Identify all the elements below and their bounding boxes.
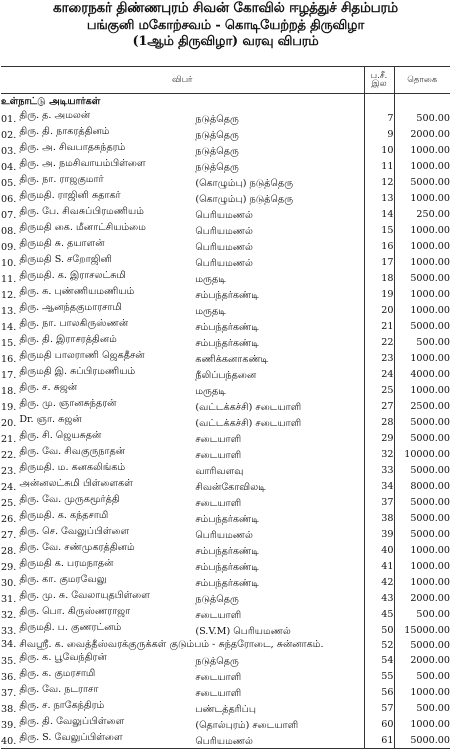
donor-name: திருமதி கை. மீனாட்சியம்மை	[19, 222, 146, 233]
table-row	[1, 558, 450, 574]
donor-street: நடுத்தெரு	[195, 594, 239, 605]
amount: 5000.00	[410, 272, 450, 284]
amount: 1000.00	[410, 544, 450, 556]
amount: 5000.00	[410, 464, 450, 476]
donor-name: சிவஸ்ரீ. க. வைத்தீஸ்வரக்குருக்கள் குடும்பம் - சுந்தரோடை, சுன்னாகம்.	[19, 639, 324, 651]
donor-cell	[1, 478, 364, 494]
donor-name: திரு. மு. சு. வேலாயுதபிள்ளை	[19, 590, 150, 601]
donor-cell	[1, 302, 364, 318]
donor-street: சம்பந்தர்கண்டி	[195, 578, 259, 589]
amount: 2500.00	[410, 400, 450, 412]
donor-name: Dr. ஞா. சுஜன்	[19, 414, 82, 425]
door-number: 16	[364, 238, 394, 254]
donor-cell	[1, 684, 364, 700]
table-row	[1, 174, 450, 190]
donor-cell	[1, 350, 364, 366]
donor-cell	[1, 110, 364, 126]
amount: 1000.00	[410, 160, 450, 172]
donor-name: திருமதி பாலராணி ஜெகதீசன்	[19, 350, 145, 361]
amount: 1000.00	[410, 288, 450, 300]
donor-name: திரு. செ. வேலுப்பிள்ளை	[19, 526, 130, 537]
amount: 1000.00	[410, 240, 450, 252]
donor-cell	[1, 574, 364, 590]
door-number: 14	[364, 206, 394, 222]
row-number: 27.	[1, 530, 17, 541]
table-row	[1, 732, 450, 749]
donor-cell	[1, 222, 364, 238]
donor-street: பெரியமணல்	[195, 242, 253, 253]
door-number: 20	[364, 302, 394, 318]
table-row	[1, 652, 450, 668]
amount: 500.00	[416, 670, 450, 682]
amount: 5000.00	[410, 416, 450, 428]
table-row	[1, 526, 450, 542]
row-number: 34.	[1, 639, 17, 651]
row-number: 35.	[1, 656, 17, 668]
door-number: 18	[364, 270, 394, 286]
table-row	[1, 462, 450, 478]
donor-name: அன்னலட்சுமி பிள்ளைகள்	[19, 478, 133, 489]
column-header-amount: தொகை	[394, 67, 450, 94]
amount: 1000.00	[410, 304, 450, 316]
amount: 1000.00	[410, 224, 450, 236]
table-row	[1, 574, 450, 590]
door-number: 15	[364, 222, 394, 238]
donor-name: திரு. மு. ஞானசுந்தரன்	[19, 398, 117, 409]
table-row	[1, 638, 450, 652]
row-number: 33.	[1, 626, 17, 637]
donor-street: சம்பந்தர்கண்டி	[195, 514, 259, 525]
donor-street: சம்பந்தர்கண்டி	[195, 562, 259, 573]
donor-cell	[1, 638, 364, 652]
donor-name: திரு. நா. பாலகிருஸ்ணன்	[19, 318, 129, 329]
donor-name: திரு. ச. நாகேந்திரம்	[19, 700, 105, 712]
door-number: 54	[364, 652, 394, 668]
donor-cell	[1, 318, 364, 334]
table-body	[1, 94, 450, 749]
donor-cell	[1, 174, 364, 190]
door-number: 55	[364, 668, 394, 684]
donor-street: நடுத்தெரு	[195, 656, 239, 668]
donor-cell	[1, 700, 364, 716]
table-row	[1, 510, 450, 526]
row-number: 25.	[1, 498, 17, 509]
donor-street: நடுத்தெரு	[195, 162, 239, 173]
amount: 500.00	[416, 608, 450, 620]
table-header-row	[1, 67, 450, 94]
door-number: 25	[364, 382, 394, 398]
donor-name: திருமதி. ம. கனகலிங்கம்	[19, 462, 126, 473]
donor-street: சம்பந்தர்கண்டி	[195, 322, 259, 333]
row-number: 23.	[1, 466, 17, 477]
table-row	[1, 700, 450, 716]
row-number: 17.	[1, 370, 17, 381]
amount: 500.00	[416, 112, 450, 124]
door-number: 45	[364, 606, 394, 622]
donor-name: திரு. பொ. கிருஸ்ணராஜா	[19, 606, 131, 617]
row-number: 12.	[1, 290, 17, 301]
donor-name: திரு. S. வேலுப்பிள்ளை	[19, 732, 123, 744]
table-row	[1, 716, 450, 732]
door-number: 13	[364, 190, 394, 206]
door-number: 12	[364, 174, 394, 190]
table-row	[1, 684, 450, 700]
donor-cell	[1, 430, 364, 446]
door-number: 38	[364, 510, 394, 526]
donor-name: திருமதி இ. சுப்பிரமணியம்	[19, 366, 136, 377]
donor-name: திரு. க. குமரசாமி	[19, 668, 96, 680]
donor-cell	[1, 622, 364, 638]
column-header-door: ப.சீ. இல	[364, 67, 394, 94]
donor-name: திரு. கா. குமரவேலு	[19, 574, 107, 585]
amount: 1000.00	[410, 144, 450, 156]
amount: 5000.00	[394, 732, 450, 749]
door-number: 32	[364, 446, 394, 462]
door-number: 52	[364, 638, 394, 652]
donor-street: சம்பந்தர்கண்டி	[195, 290, 259, 301]
donor-street: (கொழும்பு) நடுத்தெரு	[195, 178, 294, 189]
door-number: 11	[364, 158, 394, 174]
door-number: 40	[364, 542, 394, 558]
donor-street: பெரியமணல்	[195, 226, 253, 237]
door-number: 33	[364, 462, 394, 478]
donor-street: சடையாளி	[195, 672, 242, 684]
amount: 4000.00	[410, 368, 450, 380]
amount: 1000.00	[410, 256, 450, 268]
amount: 2000.00	[410, 128, 450, 140]
table-row	[1, 126, 450, 142]
donor-street: சடையாளி	[195, 610, 242, 621]
donor-cell	[1, 334, 364, 350]
amount: 2000.00	[410, 592, 450, 604]
donor-cell	[1, 414, 364, 430]
donor-cell	[1, 526, 364, 542]
row-number: 13.	[1, 306, 17, 317]
donor-name: திரு. அ. நமசிவாயம்பிள்ளை	[19, 158, 146, 169]
donor-name: திரு. வே. சிவகுருநாதன்	[19, 446, 126, 457]
donor-street: சடையாளி	[195, 688, 242, 700]
row-number: 26.	[1, 514, 17, 525]
donor-street: வாரிவளவு	[195, 466, 244, 477]
donor-cell	[1, 270, 364, 286]
row-number: 04.	[1, 162, 17, 173]
row-number: 02.	[1, 130, 17, 141]
donor-cell	[1, 510, 364, 526]
donor-cell	[1, 558, 364, 574]
donor-cell	[1, 462, 364, 478]
table-row	[1, 350, 450, 366]
table-row	[1, 494, 450, 510]
donor-cell	[1, 238, 364, 254]
row-number: 20.	[1, 418, 17, 429]
table-row	[1, 382, 450, 398]
row-number: 29.	[1, 562, 17, 573]
donor-name: திரு. தி. வேலுப்பிள்ளை	[19, 716, 125, 728]
door-number: 19	[364, 286, 394, 302]
row-number: 36.	[1, 672, 17, 684]
donation-table	[1, 66, 450, 749]
amount: 2000.00	[410, 654, 450, 666]
table-row	[1, 270, 450, 286]
amount: 5000.00	[410, 639, 450, 651]
donor-name: திருமதி க. பரமநாதன்	[19, 558, 114, 569]
donor-cell	[1, 668, 364, 684]
donor-street: நடுத்தெரு	[195, 130, 239, 141]
door-number: 57	[364, 700, 394, 716]
donor-cell	[1, 142, 364, 158]
donor-street: பண்டத்தரிப்பு	[195, 704, 256, 716]
donor-street: பெரியமணல்	[195, 210, 253, 221]
donor-name: திரு. தி. நாகரத்தினம்	[19, 126, 110, 137]
donor-name: திரு. அ. சிவபாதசுந்தரம்	[19, 142, 126, 153]
amount: 5000.00	[410, 496, 450, 508]
amount: 1000.00	[410, 718, 450, 730]
donor-street: மருதடி	[195, 306, 226, 317]
table-row	[1, 158, 450, 174]
table-row	[1, 286, 450, 302]
row-number: 14.	[1, 322, 17, 333]
amount: 250.00	[416, 208, 450, 220]
donor-street: மருதடி	[195, 274, 226, 285]
donor-cell	[1, 398, 364, 414]
donor-street: (வட்டக்கச்சி) சடையாளி	[195, 418, 302, 429]
row-number: 07.	[1, 210, 17, 221]
donor-cell	[1, 590, 364, 606]
door-number: 7	[364, 110, 394, 126]
table-row	[1, 254, 450, 270]
amount: 1000.00	[410, 384, 450, 396]
amount: 5000.00	[410, 432, 450, 444]
donor-street: பெரியமணல்	[195, 736, 253, 748]
donor-name: திருமதி. க. இராசலட்சுமி	[19, 270, 126, 281]
header-caption: (1ஆம் திருவிழா) வரவு விபரம்	[132, 33, 319, 49]
donor-street: நீலிப்பந்தனை	[195, 370, 257, 381]
table-row	[1, 366, 450, 382]
table-row	[1, 414, 450, 430]
table-row	[1, 110, 450, 126]
row-number: 10.	[1, 258, 17, 269]
donor-name: திரு. வே. சண்முகரத்தினம்	[19, 542, 135, 553]
door-number: 39	[364, 526, 394, 542]
donor-street: சடையாளி	[195, 434, 242, 445]
table-row	[1, 318, 450, 334]
donor-name: திரு. பே. சிவசுப்பிரமணியம்	[19, 206, 144, 217]
door-number: 50	[364, 622, 394, 638]
header-subtitle: பங்குனி மகோற்சவம் - கொடியேற்றத் திருவிழா	[86, 17, 365, 33]
door-number: 27	[364, 398, 394, 414]
door-number: 37	[364, 494, 394, 510]
donor-street: சம்பந்தர்கண்டி	[195, 546, 259, 557]
donor-cell	[1, 542, 364, 558]
donor-name: திருமதி சு. தயாளன்	[19, 238, 105, 249]
door-number: 56	[364, 684, 394, 700]
door-number: 28	[364, 414, 394, 430]
donor-cell	[1, 606, 364, 622]
donor-cell	[1, 732, 364, 749]
donor-cell	[1, 382, 364, 398]
amount: 5000.00	[410, 512, 450, 524]
table-row	[1, 190, 450, 206]
table-row	[1, 430, 450, 446]
table-row	[1, 238, 450, 254]
door-number: 22	[364, 334, 394, 350]
table-row	[1, 334, 450, 350]
row-number: 03.	[1, 146, 17, 157]
donor-cell	[1, 158, 364, 174]
donor-cell	[1, 446, 364, 462]
donor-street: சடையாளி	[195, 498, 242, 509]
door-number: 41	[364, 558, 394, 574]
table-row	[1, 606, 450, 622]
row-number: 21.	[1, 434, 17, 445]
donor-street: பெரியமணல்	[195, 258, 253, 269]
donor-name: திரு. நா. ராஜகுமார்	[19, 174, 104, 185]
row-number: 09.	[1, 242, 17, 253]
donor-cell	[1, 366, 364, 382]
amount: 500.00	[416, 702, 450, 714]
donor-street: சிவன்கோவிலடி	[195, 482, 266, 493]
table-row	[1, 222, 450, 238]
donor-name: திருமதி. க. கந்தசாமி	[19, 510, 109, 521]
row-number: 38.	[1, 704, 17, 716]
donor-cell	[1, 286, 364, 302]
amount: 1000.00	[410, 192, 450, 204]
donor-name: திரு. ஆனந்தகுமாரசாமி	[19, 302, 122, 313]
door-number: 42	[364, 574, 394, 590]
table-row	[1, 478, 450, 494]
table-row	[1, 206, 450, 222]
table-row	[1, 398, 450, 414]
door-number: 43	[364, 590, 394, 606]
door-number: 29	[364, 430, 394, 446]
table-row	[1, 668, 450, 684]
donor-street: (S.V.M) பெரியமணல்	[195, 626, 291, 637]
donor-cell	[1, 494, 364, 510]
row-number: 15.	[1, 338, 17, 349]
table-row	[1, 622, 450, 638]
row-number: 37.	[1, 688, 17, 700]
donor-cell	[1, 716, 364, 732]
door-number: 21	[364, 318, 394, 334]
row-number: 30.	[1, 578, 17, 589]
door-number: 23	[364, 350, 394, 366]
amount: 5000.00	[410, 528, 450, 540]
row-number: 06.	[1, 194, 17, 205]
door-number: 61	[364, 732, 394, 749]
table-row	[1, 142, 450, 158]
amount: 1000.00	[410, 686, 450, 698]
donor-street: நடுத்தெரு	[195, 114, 239, 125]
row-number: 16.	[1, 354, 17, 365]
row-number: 18.	[1, 386, 17, 397]
amount: 15000.00	[404, 624, 450, 636]
donor-street: கணிக்கனாகண்டி	[195, 354, 269, 365]
door-number: 24	[364, 366, 394, 382]
table-row	[1, 590, 450, 606]
amount: 5000.00	[410, 176, 450, 188]
row-number: 32.	[1, 610, 17, 621]
row-number: 39.	[1, 720, 17, 732]
row-number: 22.	[1, 450, 17, 461]
door-number: 10	[364, 142, 394, 158]
donor-name: திரு. சு. புண்ணியமணியம்	[19, 286, 135, 297]
section-row	[1, 94, 450, 111]
donor-name: திரு. த. அமலன்	[19, 110, 91, 121]
donor-street: (வட்டக்கச்சி) சடையாளி	[195, 402, 302, 413]
donor-name: திரு. வே. நடராசா	[19, 684, 99, 696]
donor-name: திரு. சி. ஜெயசுதன்	[19, 430, 102, 441]
amount: 1000.00	[410, 560, 450, 572]
section-title: உள்நாட்டு அடியார்கள்	[1, 96, 101, 107]
row-number: 40.	[1, 736, 17, 748]
donor-street: (கொழும்பு) நடுத்தெரு	[195, 194, 294, 205]
donor-street: (தொல்புரம்) சடையாளி	[195, 720, 299, 732]
amount: 1000.00	[410, 576, 450, 588]
amount: 8000.00	[410, 480, 450, 492]
document-header	[0, 2, 451, 48]
donor-cell	[1, 652, 364, 668]
donor-street: சடையாளி	[195, 450, 242, 461]
donor-cell	[1, 190, 364, 206]
row-number: 01.	[1, 114, 17, 125]
donor-street: பெரியமணல்	[195, 530, 253, 541]
donor-name: திருமதி S. சறோஜினி	[19, 254, 112, 265]
donor-street: மருதடி	[195, 386, 226, 397]
donor-name: திரு. ச. சுஜன்	[19, 382, 78, 393]
table-row	[1, 542, 450, 558]
door-number: 60	[364, 716, 394, 732]
door-number: 34	[364, 478, 394, 494]
row-number: 24.	[1, 482, 17, 493]
donor-name: திரு. க. பூவேந்திரன்	[19, 652, 107, 664]
donor-cell	[1, 126, 364, 142]
table-row	[1, 446, 450, 462]
donor-street: சம்பந்தர்கண்டி	[195, 338, 259, 349]
row-number: 11.	[1, 274, 17, 285]
amount: 500.00	[416, 336, 450, 348]
door-number: 17	[364, 254, 394, 270]
row-number: 08.	[1, 226, 17, 237]
amount: 5000.00	[410, 320, 450, 332]
row-number: 19.	[1, 402, 17, 413]
table-row	[1, 302, 450, 318]
donor-cell	[1, 254, 364, 270]
row-number: 05.	[1, 178, 17, 189]
donor-street: நடுத்தெரு	[195, 146, 239, 157]
amount: 1000.00	[410, 352, 450, 364]
column-header-name: விபர்	[1, 67, 364, 94]
amount: 10000.00	[404, 448, 450, 460]
donor-name: திரு. தி. இராசரத்தினம்	[19, 334, 117, 345]
donor-cell	[1, 206, 364, 222]
donor-name: திருமதி. ப. குணரட்னம்	[19, 622, 122, 633]
header-title: காரைநகர் திண்ணபுரம் சிவன் கோவில் ஈழத்துச் சிதம்பரம்	[53, 0, 398, 16]
door-number: 9	[364, 126, 394, 142]
donor-name: திரு. வே. முருகமூர்த்தி	[19, 494, 120, 505]
row-number: 28.	[1, 546, 17, 557]
row-number: 31.	[1, 594, 17, 605]
donor-name: திருமதி. ராஜினி சுதாகர்	[19, 190, 121, 201]
